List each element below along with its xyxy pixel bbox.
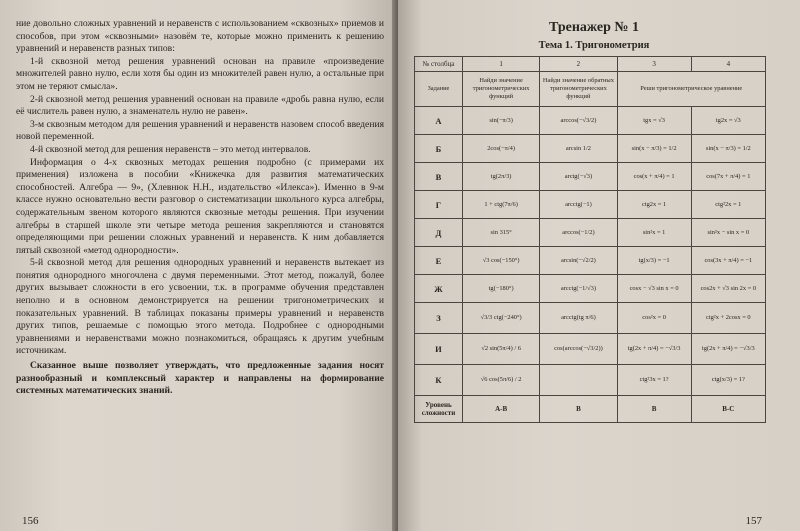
row-letter: И <box>415 334 463 365</box>
row-letter: Г <box>415 191 463 219</box>
level-cell: В <box>617 396 691 423</box>
table-row <box>415 107 766 135</box>
table-row <box>415 365 766 396</box>
cell-col-2: arcctg(−1/√3) <box>540 275 617 303</box>
cell-col-1: √6 cos(5π/6) / 2 <box>462 365 539 396</box>
row-letter: А <box>415 107 463 135</box>
cell-col-3: cos²x = 0 <box>617 303 691 334</box>
row-letter: К <box>415 365 463 396</box>
table-task-row <box>415 72 766 107</box>
trainer-table <box>414 56 766 423</box>
column-number: 4 <box>691 57 765 72</box>
cell-col-4: cos2x + √3 sin 2x = 0 <box>691 275 765 303</box>
cell-col-2: arccos(−√3/2) <box>540 107 617 135</box>
cell-col-3: tg(x/3) = −1 <box>617 247 691 275</box>
paragraph: 1-й сквозной метод решения уравнений основан на правиле «произведение множителей равно нулю, если хотя бы один из множителей равен нулю, а остальные при этом не теряют смысла». <box>16 55 384 92</box>
conclusion-paragraph: Сказанное выше позволяет утверждать, что предложенные задания носят разнообразный и комплексный характер и направлены на формирование системных математических знаний. <box>16 360 384 397</box>
task-label: Задание <box>415 72 463 107</box>
cell-col-4: sin²x − sin x = 0 <box>691 219 765 247</box>
row-letter: Д <box>415 219 463 247</box>
table-row <box>415 219 766 247</box>
column-number-label: № столбца <box>415 57 463 72</box>
page-title: Тренажер № 1 <box>549 20 639 35</box>
cell-col-3: tgx = √3 <box>617 107 691 135</box>
page-number: 156 <box>22 515 39 527</box>
cell-col-4: cos(7x + π/4) = 1 <box>691 163 765 191</box>
table-row <box>415 303 766 334</box>
level-label: Уровень сложности <box>415 396 463 423</box>
page-subtitle: Тема 1. Тригонометрия <box>538 40 650 51</box>
cell-col-4: tg(2x + π/4) = −√3/3 <box>691 334 765 365</box>
row-letter: Б <box>415 135 463 163</box>
cell-col-1: tg(−180°) <box>462 275 539 303</box>
cell-col-3: ctg²3x = 1? <box>617 365 691 396</box>
cell-col-3: cosx − √3 sin x = 0 <box>617 275 691 303</box>
right-page <box>398 0 800 531</box>
cell-col-2: arcsin 1/2 <box>540 135 617 163</box>
cell-col-1: sin(−π/3) <box>462 107 539 135</box>
cell-col-2: arcctg(tg π/6) <box>540 303 617 334</box>
table-row <box>415 247 766 275</box>
cell-col-1: √3/3 ctg(−240°) <box>462 303 539 334</box>
table-row <box>415 275 766 303</box>
cell-col-2: arcsin(−√2/2) <box>540 247 617 275</box>
cell-col-2: arccos(−1/2) <box>540 219 617 247</box>
task-cell: Найди значение тригонометрических функций <box>462 72 539 107</box>
level-cell: А-В <box>462 396 539 423</box>
cell-col-3: cos(x + π/4) = 1 <box>617 163 691 191</box>
paragraph: 5-й сквозной метод для решения однородных уравнений и неравенств вытекает из понятия однородного многочлена с двумя переменными. Этот метод, пожалуй, более других вызывает сложности в его усвоении, т.к. в программе обучения представлен неполно и в основном демонстрируется на решении тригонометрических и показательных уравнений. В таблицах показаны примеры уравнений и неравенств других типов, решаемые с помощью этого метода. Подробнее с однородными уравнениями и неравенствами можно познакомиться, обращаясь к другим учебным источникам. <box>16 257 384 357</box>
row-letter: Ж <box>415 275 463 303</box>
page-number: 157 <box>745 515 762 527</box>
cell-col-1: 1 + ctg(7π/6) <box>462 191 539 219</box>
paragraph: 2-й сквозной метод решения уравнений основан на правиле «дробь равна нулю, если её числитель равен нулю, а знаменатель нулю не равен». <box>16 93 384 118</box>
table-header-row <box>415 57 766 72</box>
level-cell: В-С <box>691 396 765 423</box>
cell-col-1: 2cos(−π/4) <box>462 135 539 163</box>
row-letter: З <box>415 303 463 334</box>
table-level-row <box>415 396 766 423</box>
task-cell: Реши тригонометрическое уравнение <box>617 72 765 107</box>
task-cell: Найди значение обратных тригонометрических функций <box>540 72 617 107</box>
cell-col-3: sin(x − π/3) = 1/2 <box>617 135 691 163</box>
cell-col-2: cos(arccos(−√3/2)) <box>540 334 617 365</box>
cell-col-1: √2 sin(5π/4) / 6 <box>462 334 539 365</box>
cell-col-4: cos(3x + π/4) = −1 <box>691 247 765 275</box>
column-number: 2 <box>540 57 617 72</box>
table-row <box>415 135 766 163</box>
level-cell: В <box>540 396 617 423</box>
paragraph: 3-м сквозным методом для решения уравнений и неравенств назовем способ введения новой переменной. <box>16 118 384 143</box>
left-page-text <box>16 18 384 398</box>
cell-col-4: ctg²2x = 1 <box>691 191 765 219</box>
table-row <box>415 334 766 365</box>
cell-col-3: sin²x = 1 <box>617 219 691 247</box>
cell-col-3: ctg2x = 1 <box>617 191 691 219</box>
paragraph: Информация о 4-х сквозных методах решения подробно (с примерами их применения) изложена в пособии «Книжечка для развития математических способностей. Алгебра — 9», (Хлевнюк Н.Н., издательство «Илекса»). Именно в 9-м классе нужно основательно вести разговор о систематизации школьного курса алгебры, содержательным звеном которого являются сквозные методы решения. При изучении алгебры в старшей школе эти четыре метода решения закрепляются и становятся определяющими при решении сложных уравнений и неравенств. К ним добавляется пятый сквозной «метод однородности». <box>16 156 384 256</box>
cell-col-4: sin(x − π/3) = 1/2 <box>691 135 765 163</box>
cell-col-1: tg(2π/3) <box>462 163 539 191</box>
cell-col-4: ctg(x/3) = 1? <box>691 365 765 396</box>
cell-col-2: arcctg(−1) <box>540 191 617 219</box>
column-number: 3 <box>617 57 691 72</box>
row-letter: В <box>415 163 463 191</box>
table-row <box>415 191 766 219</box>
column-number: 1 <box>462 57 539 72</box>
paragraph: 4-й сквозной метод для решения неравенств – это метод интервалов. <box>30 143 311 155</box>
cell-col-3: tg(2x + π/4) = −√3/3 <box>617 334 691 365</box>
left-page <box>0 0 398 531</box>
cell-col-4: tg2x = √3 <box>691 107 765 135</box>
cell-col-1: √3 cos(−150°) <box>462 247 539 275</box>
cell-col-4: ctg²x + 2cosx = 0 <box>691 303 765 334</box>
cell-col-1: sin 315° <box>462 219 539 247</box>
cell-col-2: arctg(−√3) <box>540 163 617 191</box>
cell-col-2 <box>540 365 617 396</box>
row-letter: Е <box>415 247 463 275</box>
table-body <box>415 107 766 396</box>
table-row <box>415 163 766 191</box>
paragraph: ние довольно сложных уравнений и неравенств с использованием «сквозных» приемов и способов, при этом «сквозными» назовём те, которые можно применить к решению уравнений и неравенств разных типов: <box>16 18 384 55</box>
